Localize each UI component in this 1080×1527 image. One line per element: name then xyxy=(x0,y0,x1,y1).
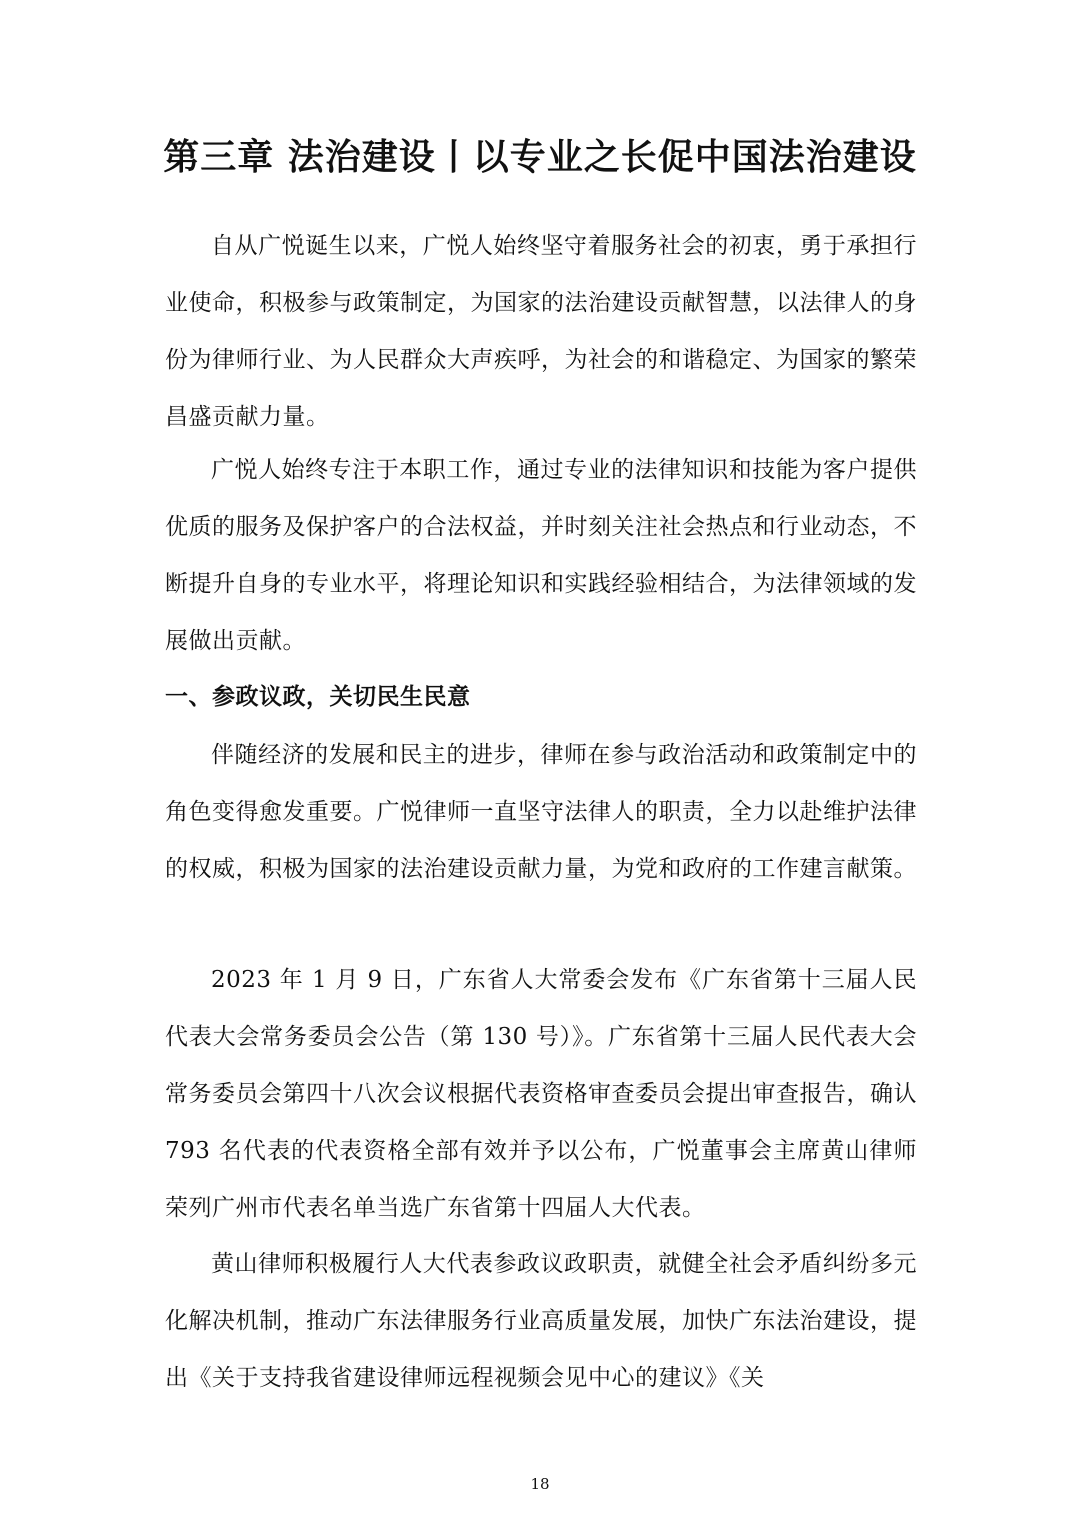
paragraph-section-1-3: 黄山律师积极履行人大代表参政议政职责，就健全社会矛盾纠纷多元化解决机制，推动广东法律服务行业高质量发展，加快广东法治建设，提出《关于支持我省建设律师远程视频会见中心的建议》《关 xyxy=(165,1251,917,1391)
paragraph-intro-2: 广悦人始终专注于本职工作，通过专业的法律知识和技能为客户提供优质的服务及保护客户的合法权益，并时刻关注社会热点和行业动态，不断提升自身的专业水平，将理论知识和实践经验相结合，为法律领域的发展做出贡献。 xyxy=(165,457,917,654)
page-number: 18 xyxy=(530,1475,550,1493)
paragraph-intro-1: 自从广悦诞生以来，广悦人始终坚守着服务社会的初衷，勇于承担行业使命，积极参与政策制定，为国家的法治建设贡献智慧，以法律人的身份为律师行业、为人民群众大声疾呼，为社会的和谐稳定、为国家的繁荣昌盛贡献力量。 xyxy=(165,233,917,430)
paragraph-section-1-1: 伴随经济的发展和民主的进步，律师在参与政治活动和政策制定中的角色变得愈发重要。广悦律师一直坚守法律人的职责，全力以赴维护法律的权威，积极为国家的法治建设贡献力量，为党和政府的工作建言献策。 xyxy=(165,742,917,882)
paragraph-section-1-2: 2023 年 1 月 9 日，广东省人大常委会发布《广东省第十三届人民代表大会常务委员会公告（第 130 号）》。广东省第十三届人民代表大会常务委员会第四十八次会议根据代表资格审查委员会提出审查报告，确认 793 名代表的代表资格全部有效并予以公布，广悦董事会主席黄山律师荣列广州市代表名单当选广东省第十四届人大代表。 xyxy=(165,967,917,1221)
chapter-title: 第三章 法治建设丨以专业之长促中国法治建设 xyxy=(163,137,917,178)
section-heading: 一、参政议政，关切民生民意 xyxy=(165,684,471,710)
